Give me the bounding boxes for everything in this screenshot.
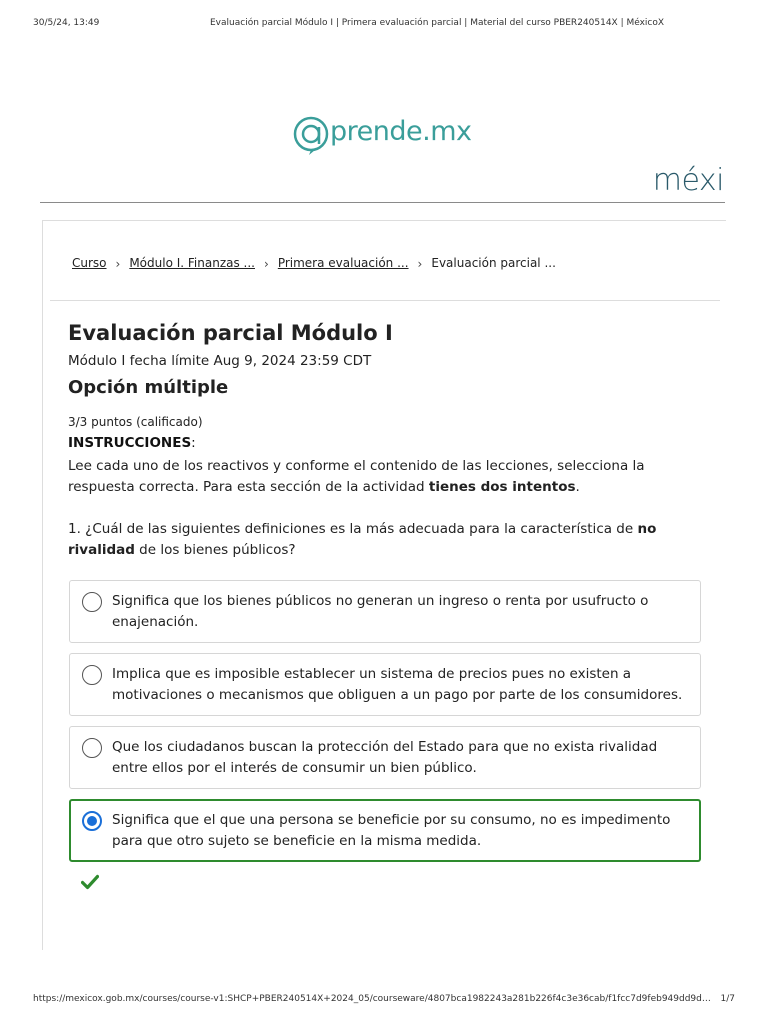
breadcrumb-divider [50,300,720,301]
print-date: 30/5/24, 13:49 [33,18,100,28]
instructions-text-1: Lee cada uno de los reactivos y conforme el contenido de las lecciones, selecciona la respuesta correcta. Para esta sección de la actividad [68,458,645,495]
content-top-border [42,220,726,221]
breadcrumb-item-module[interactable]: Módulo I. Finanzas ... [129,256,255,270]
logo-text [330,116,472,147]
answer-option-label: Significa que los bienes públicos no generan un ingreso o renta por usufructo o enajenación. [112,593,649,630]
question-text [68,519,668,561]
points-status: 3/3 puntos (calificado) [68,415,203,429]
answer-option-3[interactable] [69,726,701,789]
print-title: Evaluación parcial Módulo I | Primera evaluación parcial | Material del curso PBER240514X | MéxicoX [210,18,665,28]
answer-option-label: Implica que es imposible establecer un sistema de precios pues no existen a motivaciones o mecanismos que obliguen a un pago por parte de los consumidores. [112,666,683,703]
breadcrumb-item-current: Evaluación parcial ... [431,256,556,270]
question-bold: no rivalidad [68,521,657,558]
due-date: Módulo I fecha límite Aug 9, 2024 23:59 CDT [68,353,372,369]
logo-text-suffix: mx [430,116,472,147]
print-footer-url: https://mexicox.gob.mx/courses/course-v1:SHCP+PBER240514X+2024_05/courseware/4807bca1982243a281b226f4c3e36cab/f1fcc7d9feb949dd9d… [33,994,711,1004]
page-title: Evaluación parcial Módulo I [68,321,393,345]
radio-button[interactable] [82,665,102,685]
instructions-text-bold: tienes dos intentos [428,479,576,495]
brand-divider [40,202,725,203]
aprende-logo[interactable] [292,112,492,158]
content-left-border [42,220,43,950]
answer-option-label: Significa que el que una persona se beneficie por su consumo, no es impedimento para que otro sujeto se beneficie en la misma medida. [112,812,671,849]
chevron-right-icon: › [264,257,269,271]
problem-type-heading: Opción múltiple [68,377,229,398]
question-suffix: de los bienes públicos? [134,542,296,558]
answer-option-1[interactable] [69,580,701,643]
chevron-right-icon: › [417,257,423,271]
logo-text-dot: . [422,116,431,147]
chevron-right-icon: › [115,257,121,271]
breadcrumb-item-evaluation[interactable]: Primera evaluación ... [277,256,409,270]
radio-button[interactable] [82,738,102,758]
logo-text-main: prende [330,116,423,147]
checkmark-icon [81,874,99,890]
instructions-heading-text: INSTRUCCIONES [68,435,192,451]
print-header [0,0,768,30]
question-prefix: 1. ¿Cuál de las siguientes definiciones es la más adecuada para la característica de [68,521,638,537]
breadcrumb-item-course[interactable]: Curso [72,256,107,270]
answer-option-2[interactable] [69,653,701,716]
instructions-heading [68,435,196,451]
aprende-at-icon [292,112,332,158]
breadcrumb [72,256,556,270]
instructions-body [68,456,658,498]
instructions-heading-colon: : [191,435,196,451]
instructions-text-2: . [575,479,580,495]
mexico-brand: méxi [652,163,724,198]
radio-button[interactable] [82,592,102,612]
print-page-number: 1/7 [720,994,735,1004]
answer-option-label: Que los ciudadanos buscan la protección del Estado para que no exista rivalidad entre ellos por el interés de consumir un bien público. [112,739,658,776]
answer-option-4-selected[interactable] [69,799,701,862]
radio-button-checked[interactable] [82,811,102,831]
